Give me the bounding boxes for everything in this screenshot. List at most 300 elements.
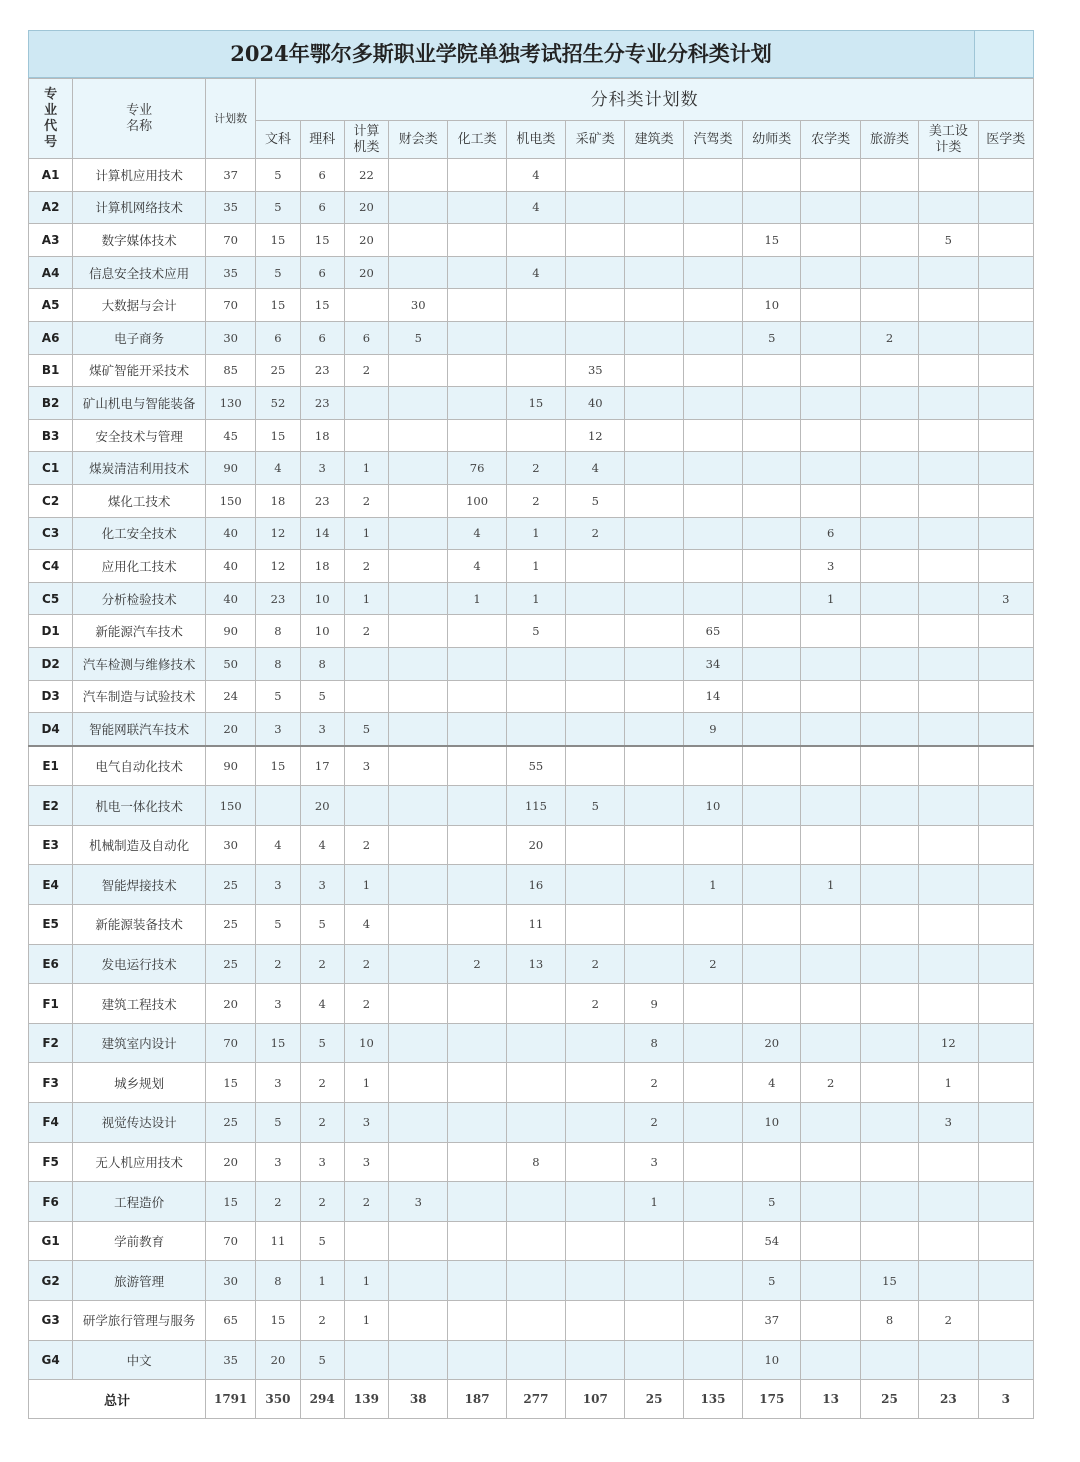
category-count: 3 — [919, 1103, 978, 1143]
plan-count: 65 — [206, 1301, 256, 1341]
category-count — [919, 159, 978, 192]
category-count — [566, 1301, 625, 1341]
header-code: 专业代号 — [29, 79, 73, 159]
category-count: 30 — [389, 289, 448, 322]
major-code: A3 — [29, 224, 73, 257]
major-code: G4 — [29, 1340, 73, 1380]
category-count — [743, 582, 801, 615]
category-count: 4 — [256, 452, 300, 485]
category-count — [566, 905, 625, 945]
category-count — [683, 1023, 742, 1063]
category-count — [448, 191, 506, 224]
category-count — [625, 944, 683, 984]
category-count — [743, 484, 801, 517]
category-count: 5 — [344, 713, 388, 746]
category-count — [448, 1063, 506, 1103]
category-count — [389, 582, 448, 615]
category-count: 25 — [256, 354, 300, 387]
plan-count: 150 — [206, 484, 256, 517]
category-count — [389, 224, 448, 257]
category-count — [801, 1340, 860, 1380]
category-count: 5 — [506, 615, 565, 648]
table-row — [29, 905, 1034, 945]
category-count — [743, 191, 801, 224]
plan-count: 15 — [206, 1182, 256, 1222]
category-count — [506, 224, 565, 257]
category-count: 3 — [801, 550, 860, 583]
category-count: 2 — [625, 1063, 683, 1103]
table-row — [29, 680, 1034, 713]
category-count: 3 — [978, 582, 1033, 615]
category-count — [683, 1340, 742, 1380]
category-count: 4 — [566, 452, 625, 485]
total-category-count: 139 — [344, 1380, 388, 1419]
table-row — [29, 825, 1034, 865]
category-count: 3 — [256, 984, 300, 1024]
category-count — [683, 1301, 742, 1341]
category-count — [743, 1142, 801, 1182]
category-count — [389, 680, 448, 713]
category-count — [860, 713, 918, 746]
category-count: 6 — [300, 321, 344, 354]
category-count — [978, 321, 1033, 354]
category-count — [919, 825, 978, 865]
title-corner-cell — [974, 31, 1033, 77]
total-category-count: 107 — [566, 1380, 625, 1419]
category-count — [743, 354, 801, 387]
category-count — [344, 387, 388, 420]
category-count: 14 — [300, 517, 344, 550]
category-count — [683, 582, 742, 615]
major-code: B3 — [29, 419, 73, 452]
category-count: 1 — [344, 582, 388, 615]
category-count — [566, 647, 625, 680]
category-count — [978, 984, 1033, 1024]
total-category-count: 294 — [300, 1380, 344, 1419]
category-count — [860, 1221, 918, 1261]
major-code: A4 — [29, 256, 73, 289]
category-count — [506, 1182, 565, 1222]
category-count: 2 — [683, 944, 742, 984]
category-count: 12 — [256, 517, 300, 550]
category-count — [978, 865, 1033, 905]
category-count — [743, 615, 801, 648]
category-count: 2 — [344, 550, 388, 583]
category-count — [566, 865, 625, 905]
category-count: 2 — [625, 1103, 683, 1143]
table-row — [29, 419, 1034, 452]
plan-count: 20 — [206, 713, 256, 746]
category-count — [978, 1261, 1033, 1301]
total-category-count: 175 — [743, 1380, 801, 1419]
category-count: 4 — [448, 550, 506, 583]
category-count — [389, 905, 448, 945]
category-count: 8 — [300, 647, 344, 680]
category-count — [801, 159, 860, 192]
category-count — [978, 905, 1033, 945]
category-count: 1 — [801, 582, 860, 615]
major-name: 分析检验技术 — [73, 582, 206, 615]
category-count — [801, 746, 860, 786]
major-name: 新能源汽车技术 — [73, 615, 206, 648]
category-count — [566, 1103, 625, 1143]
category-count — [801, 944, 860, 984]
table-row — [29, 786, 1034, 826]
category-count — [860, 786, 918, 826]
major-name: 煤炭清洁利用技术 — [73, 452, 206, 485]
major-name: 电子商务 — [73, 321, 206, 354]
category-count — [566, 1221, 625, 1261]
category-count: 3 — [256, 713, 300, 746]
plan-count: 85 — [206, 354, 256, 387]
header-category: 采矿类 — [566, 121, 625, 159]
category-count: 1 — [919, 1063, 978, 1103]
category-count — [919, 191, 978, 224]
header-category: 幼师类 — [743, 121, 801, 159]
category-count: 1 — [506, 517, 565, 550]
major-code: F3 — [29, 1063, 73, 1103]
category-count: 9 — [625, 984, 683, 1024]
table-row — [29, 191, 1034, 224]
category-count — [860, 159, 918, 192]
total-category-count: 350 — [256, 1380, 300, 1419]
category-count: 5 — [300, 1023, 344, 1063]
header-plan: 计划数 — [206, 79, 256, 159]
header-category: 建筑类 — [625, 121, 683, 159]
table-row — [29, 1261, 1034, 1301]
category-count — [860, 865, 918, 905]
category-count: 18 — [256, 484, 300, 517]
category-count — [448, 289, 506, 322]
category-count — [743, 647, 801, 680]
category-count — [389, 1063, 448, 1103]
category-count — [625, 865, 683, 905]
category-count: 20 — [743, 1023, 801, 1063]
category-count — [448, 354, 506, 387]
category-count — [506, 1063, 565, 1103]
header-category: 医学类 — [978, 121, 1033, 159]
table-row — [29, 865, 1034, 905]
category-count — [625, 159, 683, 192]
category-count — [344, 289, 388, 322]
category-count — [860, 517, 918, 550]
major-name: 安全技术与管理 — [73, 419, 206, 452]
category-count — [389, 944, 448, 984]
category-count — [919, 746, 978, 786]
category-count: 15 — [506, 387, 565, 420]
category-count: 1 — [344, 1261, 388, 1301]
category-count: 2 — [344, 825, 388, 865]
major-code: C1 — [29, 452, 73, 485]
table-row — [29, 713, 1034, 746]
category-count — [683, 746, 742, 786]
plan-count: 90 — [206, 746, 256, 786]
plan-count: 70 — [206, 224, 256, 257]
category-count — [566, 582, 625, 615]
category-count — [860, 582, 918, 615]
category-count: 1 — [801, 865, 860, 905]
category-count — [389, 786, 448, 826]
category-count — [978, 1103, 1033, 1143]
category-count: 5 — [919, 224, 978, 257]
category-count — [801, 1142, 860, 1182]
category-count — [978, 256, 1033, 289]
category-count — [860, 256, 918, 289]
category-count — [389, 1023, 448, 1063]
category-count — [860, 387, 918, 420]
category-count: 15 — [256, 1023, 300, 1063]
major-code: A2 — [29, 191, 73, 224]
category-count — [743, 680, 801, 713]
category-count: 5 — [389, 321, 448, 354]
category-count — [919, 1182, 978, 1222]
category-count: 1 — [506, 550, 565, 583]
category-count — [860, 944, 918, 984]
category-count: 115 — [506, 786, 565, 826]
category-count — [743, 713, 801, 746]
category-count — [860, 905, 918, 945]
category-count: 1 — [344, 517, 388, 550]
category-count — [389, 484, 448, 517]
category-count — [625, 550, 683, 583]
header-category: 理科 — [300, 121, 344, 159]
category-count: 1 — [300, 1261, 344, 1301]
category-count — [860, 484, 918, 517]
plan-count: 25 — [206, 1103, 256, 1143]
category-count: 5 — [743, 1261, 801, 1301]
major-name: 研学旅行管理与服务 — [73, 1301, 206, 1341]
category-count: 5 — [300, 905, 344, 945]
category-count — [801, 1301, 860, 1341]
category-count — [919, 419, 978, 452]
category-count: 23 — [300, 354, 344, 387]
table-row — [29, 256, 1034, 289]
category-count — [625, 289, 683, 322]
major-name: 电气自动化技术 — [73, 746, 206, 786]
category-count — [344, 1221, 388, 1261]
category-count — [978, 452, 1033, 485]
category-count: 4 — [300, 825, 344, 865]
table-row — [29, 1340, 1034, 1380]
category-count — [448, 419, 506, 452]
table-row — [29, 289, 1034, 322]
category-count: 20 — [256, 1340, 300, 1380]
major-name: 煤化工技术 — [73, 484, 206, 517]
major-name: 信息安全技术应用 — [73, 256, 206, 289]
category-count — [566, 256, 625, 289]
plan-count: 70 — [206, 1023, 256, 1063]
category-count: 5 — [300, 680, 344, 713]
category-count — [978, 1221, 1033, 1261]
category-count — [566, 1182, 625, 1222]
category-count: 10 — [300, 582, 344, 615]
major-name: 汽车检测与维修技术 — [73, 647, 206, 680]
category-count: 5 — [743, 1182, 801, 1222]
category-count — [801, 1103, 860, 1143]
category-count — [506, 321, 565, 354]
category-count — [448, 1301, 506, 1341]
category-count — [860, 615, 918, 648]
category-count — [344, 647, 388, 680]
category-count: 100 — [448, 484, 506, 517]
category-count — [625, 191, 683, 224]
category-count: 8 — [256, 615, 300, 648]
category-count — [625, 905, 683, 945]
major-name: 大数据与会计 — [73, 289, 206, 322]
category-count: 15 — [256, 419, 300, 452]
category-count — [683, 159, 742, 192]
category-count — [919, 354, 978, 387]
category-count — [801, 905, 860, 945]
category-count — [743, 746, 801, 786]
category-count — [566, 615, 625, 648]
total-category-count: 38 — [389, 1380, 448, 1419]
category-count — [860, 191, 918, 224]
major-code: E4 — [29, 865, 73, 905]
category-count: 2 — [506, 452, 565, 485]
category-count — [860, 419, 918, 452]
plan-count: 37 — [206, 159, 256, 192]
plan-count: 70 — [206, 1221, 256, 1261]
header-category: 财会类 — [389, 121, 448, 159]
major-name: 视觉传达设计 — [73, 1103, 206, 1143]
total-category-count: 23 — [919, 1380, 978, 1419]
category-count — [448, 713, 506, 746]
major-name: 应用化工技术 — [73, 550, 206, 583]
major-code: F6 — [29, 1182, 73, 1222]
category-count — [506, 1221, 565, 1261]
category-count: 2 — [860, 321, 918, 354]
major-code: E5 — [29, 905, 73, 945]
plan-count: 15 — [206, 1063, 256, 1103]
category-count: 1 — [344, 1063, 388, 1103]
category-count: 3 — [300, 1142, 344, 1182]
category-count: 4 — [506, 191, 565, 224]
category-count: 18 — [300, 550, 344, 583]
category-count — [801, 786, 860, 826]
total-category-count: 187 — [448, 1380, 506, 1419]
category-count — [448, 984, 506, 1024]
major-code: A6 — [29, 321, 73, 354]
category-count — [860, 550, 918, 583]
category-count: 6 — [300, 256, 344, 289]
category-count — [389, 256, 448, 289]
category-count — [860, 825, 918, 865]
category-count — [860, 680, 918, 713]
category-count: 14 — [683, 680, 742, 713]
category-count — [389, 984, 448, 1024]
category-count — [860, 354, 918, 387]
table-row — [29, 1142, 1034, 1182]
category-count — [566, 746, 625, 786]
plan-count: 40 — [206, 582, 256, 615]
category-count — [506, 1103, 565, 1143]
category-count — [919, 1221, 978, 1261]
category-count: 5 — [743, 321, 801, 354]
category-count — [389, 1103, 448, 1143]
category-count — [448, 256, 506, 289]
category-count: 4 — [344, 905, 388, 945]
table-row — [29, 452, 1034, 485]
table-row — [29, 354, 1034, 387]
category-count — [566, 159, 625, 192]
category-count: 5 — [256, 191, 300, 224]
plan-count: 30 — [206, 321, 256, 354]
category-count: 15 — [300, 224, 344, 257]
category-count: 2 — [344, 615, 388, 648]
plan-count: 35 — [206, 191, 256, 224]
plan-count: 30 — [206, 1261, 256, 1301]
category-count: 3 — [300, 713, 344, 746]
category-count — [389, 419, 448, 452]
category-count — [743, 419, 801, 452]
category-count: 37 — [743, 1301, 801, 1341]
plan-count: 90 — [206, 452, 256, 485]
category-count — [625, 387, 683, 420]
category-count: 15 — [256, 289, 300, 322]
category-count: 3 — [300, 452, 344, 485]
category-count: 35 — [566, 354, 625, 387]
category-count: 2 — [300, 1182, 344, 1222]
category-count — [683, 1103, 742, 1143]
category-count: 20 — [344, 224, 388, 257]
category-count: 4 — [300, 984, 344, 1024]
category-count: 2 — [344, 1182, 388, 1222]
category-count — [978, 191, 1033, 224]
category-count — [743, 825, 801, 865]
major-name: 建筑室内设计 — [73, 1023, 206, 1063]
category-count — [625, 419, 683, 452]
category-count — [506, 680, 565, 713]
category-count — [389, 191, 448, 224]
category-count — [448, 825, 506, 865]
header-category: 汽驾类 — [683, 121, 742, 159]
category-count — [919, 944, 978, 984]
category-count — [506, 713, 565, 746]
category-count — [566, 1142, 625, 1182]
plan-count: 24 — [206, 680, 256, 713]
category-count — [978, 1301, 1033, 1341]
category-count: 2 — [300, 1301, 344, 1341]
major-code: E3 — [29, 825, 73, 865]
major-name: 智能网联汽车技术 — [73, 713, 206, 746]
category-count — [566, 289, 625, 322]
category-count — [919, 984, 978, 1024]
category-count — [978, 680, 1033, 713]
category-count — [566, 825, 625, 865]
category-count: 15 — [256, 1301, 300, 1341]
major-code: F5 — [29, 1142, 73, 1182]
category-count — [743, 256, 801, 289]
category-count: 16 — [506, 865, 565, 905]
plan-count: 45 — [206, 419, 256, 452]
major-name: 矿山机电与智能装备 — [73, 387, 206, 420]
category-count — [919, 289, 978, 322]
major-code: G1 — [29, 1221, 73, 1261]
category-count: 15 — [256, 224, 300, 257]
category-count — [743, 944, 801, 984]
header-category: 计算机类 — [344, 121, 388, 159]
table-row — [29, 484, 1034, 517]
category-count: 6 — [344, 321, 388, 354]
header-category: 机电类 — [506, 121, 565, 159]
category-count — [743, 905, 801, 945]
category-count — [860, 1023, 918, 1063]
category-count — [743, 517, 801, 550]
category-count — [389, 1221, 448, 1261]
category-count: 1 — [448, 582, 506, 615]
major-code: F2 — [29, 1023, 73, 1063]
